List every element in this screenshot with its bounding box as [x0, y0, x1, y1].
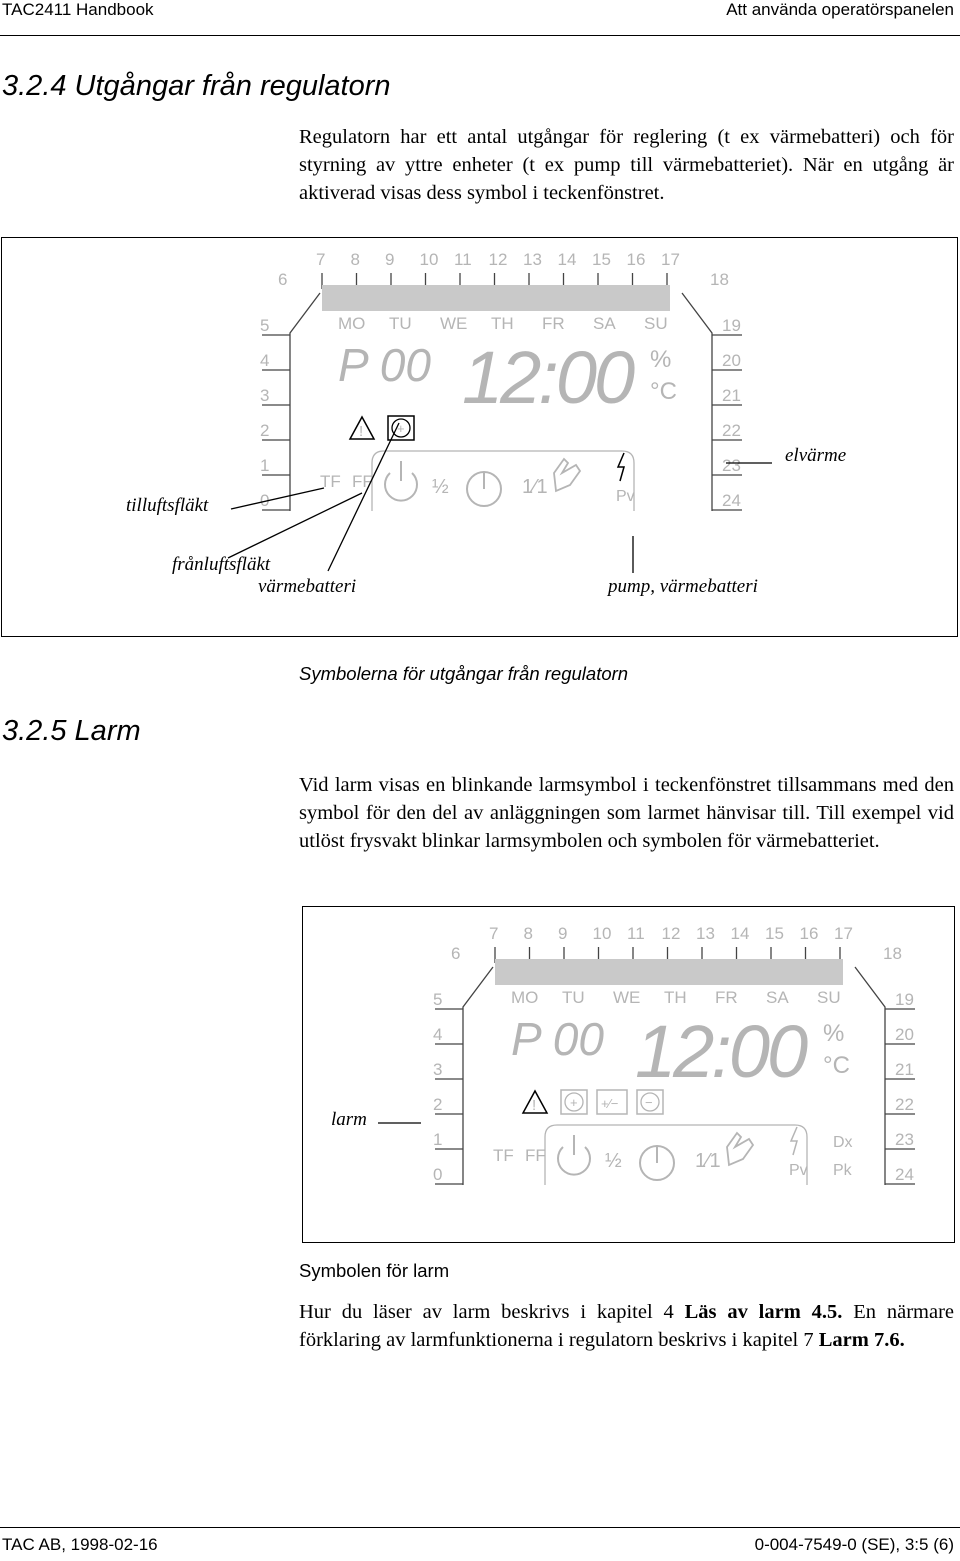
heater-plus: +	[397, 421, 405, 436]
label-franluftsflakt: frånluftsfläkt	[172, 554, 271, 575]
time-bar	[495, 959, 843, 985]
hour-label: 17	[834, 924, 853, 943]
day-label: MO	[338, 314, 366, 333]
bottom-bracket	[372, 451, 634, 511]
alarm-mark: !	[359, 423, 364, 440]
lcd-display-alarm	[303, 907, 954, 1242]
hour-label: 24	[722, 491, 741, 510]
hour-label: 4	[433, 1025, 443, 1044]
hour-label: 1	[260, 456, 270, 475]
day-label: TU	[562, 988, 585, 1007]
lightning-icon	[791, 1127, 797, 1155]
day-label: TU	[389, 314, 412, 333]
hour-label: 1	[433, 1130, 443, 1149]
heater-plus: +	[570, 1095, 578, 1110]
day-label: WE	[613, 988, 641, 1007]
half-speed-label: ½	[605, 1150, 622, 1172]
alarm-mark: !	[532, 1097, 537, 1114]
hour-label: 21	[895, 1060, 914, 1079]
program-label: P 00	[338, 339, 431, 391]
hour-label: 13	[696, 924, 715, 943]
header-title: TAC2411 Handbook	[2, 0, 154, 19]
day-label: SA	[593, 314, 616, 333]
half-speed-label: ½	[432, 476, 449, 498]
section-paragraph-outputs: Regulatorn har ett antal utgångar för reglering (t ex värmebatteri) och för styrning av yttre enheter (t ex pump till värmebatteriet). När en utgång är aktiverad visas dess symbol i teckenfönstret.	[299, 126, 954, 204]
day-label: FR	[715, 988, 738, 1007]
hour-label: 20	[722, 351, 741, 370]
hour-label: 4	[260, 351, 270, 370]
hour-label: 12	[488, 250, 508, 269]
tf-label: TF	[320, 472, 341, 491]
link-larm-7-6[interactable]: Larm 7.6.	[818, 1329, 905, 1351]
day-label: SA	[766, 988, 789, 1007]
hour-label: 9	[558, 924, 568, 943]
day-label: WE	[440, 314, 468, 333]
hour-label: 21	[722, 386, 741, 405]
tf-label: TF	[493, 1146, 514, 1165]
section-paragraph-alarm: Vid larm visas en blinkande larmsymbol i teckenfönstret tillsammans med den symbol för den del av anläggningen som larmet hänvisar till. Till exempel vid utlöst frysvakt blinkar larmsymbolen och symbolen för värmebatteriet.	[299, 774, 954, 852]
day-label: TH	[664, 988, 687, 1007]
para2-part-a: Hur du läser av larm beskrivs i kapitel 4	[299, 1301, 685, 1323]
program-label: P 00	[511, 1013, 604, 1065]
day-label: TH	[491, 314, 514, 333]
hour-label: 16	[799, 924, 819, 943]
hour-label: 19	[722, 316, 741, 335]
time-display: 12:00	[635, 1010, 806, 1093]
footer-docnumber: 0-004-7549-0 (SE), 3:5 (6)	[754, 1535, 954, 1554]
label-elvarme: elvärme	[785, 445, 847, 466]
time-bar	[322, 285, 670, 311]
link-las-av-larm[interactable]: Läs av larm 4.5.	[684, 1301, 843, 1323]
hour-label: 8	[350, 250, 360, 269]
header-section: Att använda operatörspanelen	[726, 0, 954, 19]
minus-symbol: −	[645, 1095, 653, 1110]
hour-label: 15	[765, 924, 784, 943]
para2-part-c: En närmare förklaring av larmfunktionerna i regulatorn beskrivs i kapitel 7	[299, 1301, 955, 1351]
hour-label: 6	[451, 944, 461, 963]
day-label: MO	[511, 988, 539, 1007]
label-tilluftsflakt: tilluftsfläkt	[126, 495, 209, 516]
day-label: SU	[817, 988, 841, 1007]
footer-rule	[0, 1527, 960, 1528]
hour-label: 7	[316, 250, 326, 269]
hour-label: 3	[433, 1060, 443, 1079]
section-heading-alarm: 3.2.5 Larm	[2, 715, 141, 747]
hour-label: 5	[260, 316, 270, 335]
hour-label: 16	[626, 250, 646, 269]
footer-date: TAC AB, 1998-02-16	[2, 1535, 158, 1554]
frame-left	[290, 293, 320, 511]
hour-label: 0	[433, 1165, 443, 1184]
hour-label: 24	[895, 1165, 914, 1184]
hour-label: 14	[557, 250, 577, 269]
celsius-label: °C	[823, 1052, 850, 1079]
hour-label: 18	[883, 944, 902, 963]
hour-label: 8	[523, 924, 533, 943]
dx-label: Dx	[833, 1134, 853, 1151]
hour-label: 20	[895, 1025, 914, 1044]
hour-label: 2	[433, 1095, 443, 1114]
hour-label: 22	[895, 1095, 914, 1114]
pk-label: Pk	[833, 1162, 852, 1179]
label-pump: pump, värmebatteri	[608, 576, 758, 597]
hour-label: 18	[710, 270, 729, 289]
section-paragraph-alarm-2	[299, 1298, 954, 1354]
frame-left	[463, 967, 493, 1185]
lcd-display-outputs	[2, 238, 957, 636]
hour-label: 23	[722, 456, 741, 475]
frame-right	[855, 967, 885, 1185]
hour-label: 10	[592, 924, 612, 943]
hour-label: 6	[278, 270, 288, 289]
celsius-label: °C	[650, 378, 677, 405]
hour-label: 23	[895, 1130, 914, 1149]
label-varmebatteri: värmebatteri	[258, 576, 357, 597]
day-label: FR	[542, 314, 565, 333]
hour-label: 3	[260, 386, 270, 405]
pv-label: Pv	[616, 488, 635, 505]
ff-label: FF	[352, 472, 373, 491]
frame-right	[682, 293, 712, 511]
lcd-panel	[260, 250, 742, 511]
hour-label: 17	[661, 250, 680, 269]
full-speed-label: 1⁄1	[522, 476, 548, 498]
full-speed-label: 1⁄1	[695, 1150, 721, 1172]
bottom-bracket	[545, 1125, 807, 1185]
pv-label: Pv	[789, 1162, 808, 1179]
manual-hand-icon	[727, 1133, 753, 1165]
hour-label: 10	[419, 250, 439, 269]
hour-label: 19	[895, 990, 914, 1009]
hour-label: 12	[661, 924, 681, 943]
hour-label: 13	[523, 250, 542, 269]
day-label: SU	[644, 314, 668, 333]
lightning-icon	[618, 453, 624, 481]
hour-label: 7	[489, 924, 499, 943]
figure-alarm	[302, 906, 955, 1243]
hour-label: 14	[730, 924, 750, 943]
time-display: 12:00	[462, 336, 633, 419]
cooler-symbol: +⁄−	[601, 1096, 619, 1111]
label-larm: larm	[331, 1109, 367, 1130]
leader-lines	[228, 423, 772, 573]
hour-label: 5	[433, 990, 443, 1009]
hour-label: 15	[592, 250, 611, 269]
section-heading-outputs: 3.2.4 Utgångar från regulatorn	[2, 70, 391, 102]
percent-label: %	[823, 1020, 845, 1047]
figure-caption-alarm: Symbolen för larm	[299, 1260, 450, 1281]
figure-caption-outputs: Symbolerna för utgångar från regulatorn	[299, 663, 629, 684]
figure-outputs	[1, 237, 958, 637]
manual-hand-icon	[554, 459, 580, 491]
hour-label: 2	[260, 421, 270, 440]
hour-label: 9	[385, 250, 395, 269]
lcd-panel	[433, 924, 915, 1185]
hour-label: 22	[722, 421, 741, 440]
ff-label: FF	[525, 1146, 546, 1165]
percent-label: %	[650, 346, 672, 373]
hour-label: 11	[627, 924, 645, 943]
hour-label: 0	[260, 491, 270, 510]
hour-label: 11	[454, 250, 472, 269]
header-rule	[0, 35, 960, 36]
